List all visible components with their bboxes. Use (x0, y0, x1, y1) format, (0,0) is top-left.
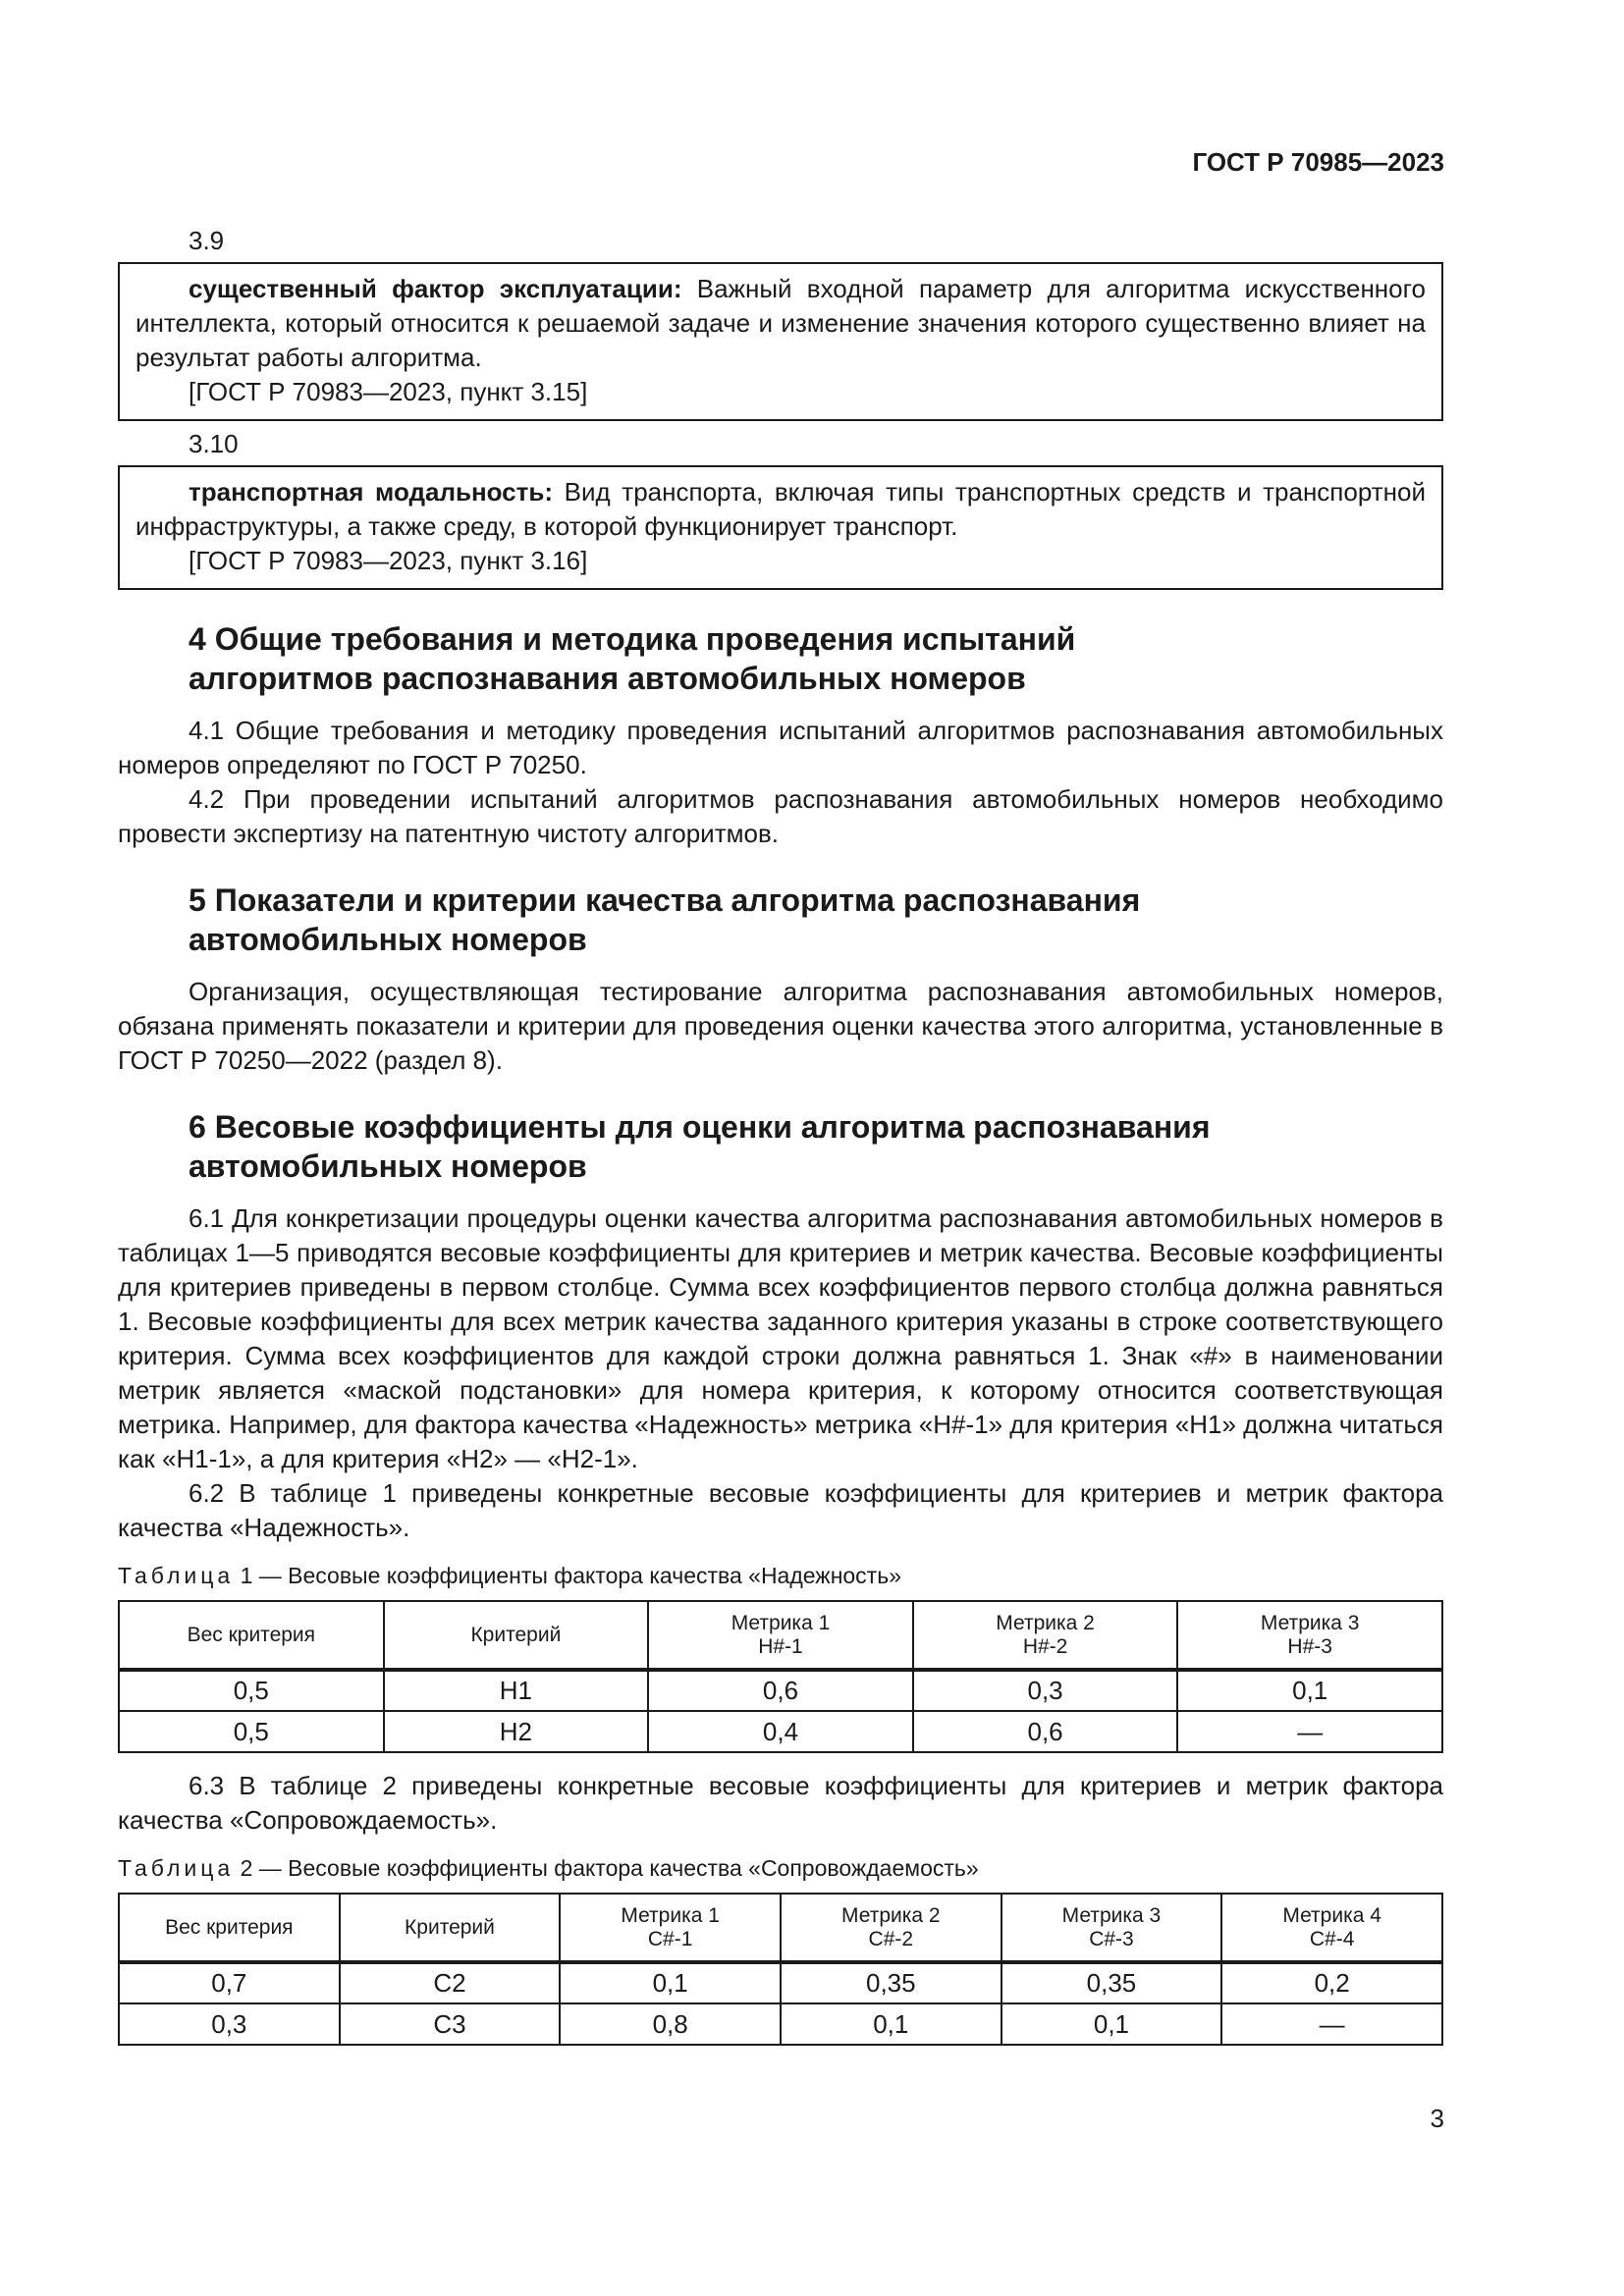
term-definition-text: Важный входной параметр для алгоритма искусственного интеллекта, который относится к решаемой задаче и изменение значения которого существенно влияет на результат работы алгоритма. (135, 274, 1427, 372)
header-line: Н#-2 (1022, 1634, 1068, 1658)
table-caption-word: Таблица (118, 1563, 235, 1588)
table-header-cell (1001, 1894, 1222, 1962)
table-caption-text: 1 — Весовые коэффициенты фактора качества «Надежность» (234, 1563, 901, 1588)
paragraph: 4.1 Общие требования и методику проведения испытаний алгоритмов распознавания автомобильных номеров определяют по ГОСТ Р 70250. (118, 716, 1443, 779)
table-header-cell (1177, 1601, 1442, 1670)
table-cell: 0,2 (1221, 1962, 1442, 2003)
table-header-cell (560, 1894, 781, 1962)
table-header-row (119, 1894, 1442, 1962)
page-content (118, 224, 1443, 2046)
term-source: [ГОСТ Р 70983—2023, пункт 3.15] (189, 377, 588, 406)
table-caption (118, 1853, 1443, 1883)
table-cell: С3 (340, 2003, 561, 2045)
term-number: 3.10 (189, 429, 239, 458)
header-line: Метрика 3 (1061, 1903, 1162, 1927)
table-cell: 0,1 (1177, 1670, 1442, 1711)
table-cell: 0,5 (119, 1670, 384, 1711)
section-heading (118, 1107, 1443, 1186)
table-cell: — (1177, 1711, 1442, 1752)
table-cell: 0,7 (119, 1962, 340, 2003)
table-cell: 0,35 (1001, 1962, 1222, 2003)
table-cell: 0,8 (560, 2003, 781, 2045)
header-line: Вес критерия (187, 1623, 316, 1646)
term-name: транспортная модальность: (189, 477, 554, 507)
table-row (119, 1962, 1442, 2003)
header-line: Метрика 4 (1282, 1903, 1381, 1927)
header-line: Н#-1 (758, 1634, 803, 1658)
section-title-line: алгоритмов распознавания автомобильных номеров (189, 661, 1026, 696)
table-cell: — (1221, 2003, 1442, 2045)
table-caption-word: Таблица (118, 1855, 235, 1881)
paragraph: 6.1 Для конкретизации процедуры оценки качества алгоритма распознавания автомобильных номеров в таблицах 1—5 приводятся весовые коэффициенты для критериев и метрик качества. Весовые коэффициенты для критериев приведены в первом столбце. Сумма всех коэффициентов первого столбца должна равняться 1. Весовые коэффициенты для всех метрик качества заданного критерия указаны в строке соответствующего критерия. Сумма всех коэффициентов для каждой строки должна равняться 1. Знак «#» в наименовании метрик является «маской подстановки» для номера критерия, к которому относится соответствующая метрика. Например, для фактора качества «Надежность» метрика «Н#-1» для критерия «Н1» должна читаться как «Н1-1», а для критерия «Н2» — «Н2-1». (118, 1203, 1443, 1473)
term-definition-text: Вид транспорта, включая типы транспортных средств и транспортной инфраструктуры, а также среду, в которой функционирует транспорт. (135, 477, 1426, 541)
table-header-cell (384, 1601, 649, 1670)
table-row (119, 1711, 1442, 1752)
term-source: [ГОСТ Р 70983—2023, пункт 3.16] (189, 546, 588, 575)
table-cell: 0,6 (913, 1711, 1178, 1752)
term-number: 3.9 (189, 226, 225, 255)
paragraph: 6.3 В таблице 2 приведены конкретные весовые коэффициенты для критериев и метрик фактора качества «Сопровождаемость». (118, 1771, 1443, 1835)
table-header-cell (119, 1894, 340, 1962)
table-header-cell (119, 1601, 384, 1670)
table-header-cell (781, 1894, 1001, 1962)
weights-table-maintainability (118, 1893, 1443, 2046)
table-cell: 0,1 (781, 2003, 1001, 2045)
header-line: Метрика 1 (621, 1903, 720, 1927)
table-cell: 0,5 (119, 1711, 384, 1752)
table-cell: 0,1 (560, 1962, 781, 2003)
table-cell: 0,35 (781, 1962, 1001, 2003)
header-line: С#-3 (1089, 1927, 1134, 1950)
header-line: Метрика 2 (841, 1903, 941, 1927)
header-line: Метрика 3 (1260, 1611, 1360, 1634)
header-line: Вес критерия (165, 1915, 294, 1939)
table-header-row (119, 1601, 1442, 1670)
term-box (118, 262, 1443, 421)
table-cell: С2 (340, 1962, 561, 2003)
header-line: Метрика 1 (731, 1611, 831, 1634)
term-box (118, 465, 1443, 590)
weights-table-reliability (118, 1600, 1443, 1753)
table-cell: 0,6 (648, 1670, 913, 1711)
table-caption (118, 1561, 1443, 1590)
paragraph: Организация, осуществляющая тестирование алгоритма распознавания автомобильных номеров, обязана применять показатели и критерии для проведения оценки качества этого алгоритма, установленные в ГОСТ Р 70250—2022 (раздел 8). (118, 977, 1443, 1075)
term-definition (135, 475, 1426, 544)
header-line: Н#-3 (1287, 1634, 1332, 1658)
term-definition (135, 272, 1426, 375)
table-cell: 0,1 (1001, 2003, 1222, 2045)
header-line: С#-4 (1309, 1927, 1355, 1950)
term-name: существенный фактор эксплуатации: (189, 274, 682, 303)
header-line: С#-2 (868, 1927, 914, 1950)
section-title-line: автомобильных номеров (189, 922, 587, 957)
paragraph: 6.2 В таблице 1 приведены конкретные весовые коэффициенты для критериев и метрик фактора качества «Надежность». (118, 1478, 1443, 1542)
section-title-line: 4 Общие требования и методика проведения испытаний (189, 621, 1076, 657)
table-header-cell (913, 1601, 1178, 1670)
table-header-cell (340, 1894, 561, 1962)
table-cell: 0,4 (648, 1711, 913, 1752)
table-cell: Н2 (384, 1711, 649, 1752)
section-heading (118, 619, 1443, 698)
section-heading (118, 881, 1443, 959)
table-cell: 0,3 (913, 1670, 1178, 1711)
table-header-cell (648, 1601, 913, 1670)
header-line: Критерий (405, 1915, 495, 1939)
section-title-line: 6 Весовые коэффициенты для оценки алгоритма распознавания (189, 1109, 1211, 1145)
table-header-cell (1221, 1894, 1442, 1962)
section-title-line: 5 Показатели и критерии качества алгоритма распознавания (189, 882, 1141, 918)
header-line: Критерий (470, 1623, 562, 1646)
section-title-line: автомобильных номеров (189, 1148, 587, 1184)
page-number: 3 (1430, 2104, 1444, 2133)
header-line: Метрика 2 (996, 1611, 1095, 1634)
table-cell: Н1 (384, 1670, 649, 1711)
table-caption-text: 2 — Весовые коэффициенты фактора качества «Сопровождаемость» (234, 1855, 979, 1881)
paragraph: 4.2 При проведении испытаний алгоритмов распознавания автомобильных номеров необходимо провести экспертизу на патентную чистоту алгоритмов. (118, 784, 1443, 848)
header-line: С#-1 (647, 1927, 693, 1950)
table-row (119, 2003, 1442, 2045)
table-cell: 0,3 (119, 2003, 340, 2045)
table-row (119, 1670, 1442, 1711)
standard-designation: ГОСТ Р 70985—2023 (1192, 147, 1444, 177)
